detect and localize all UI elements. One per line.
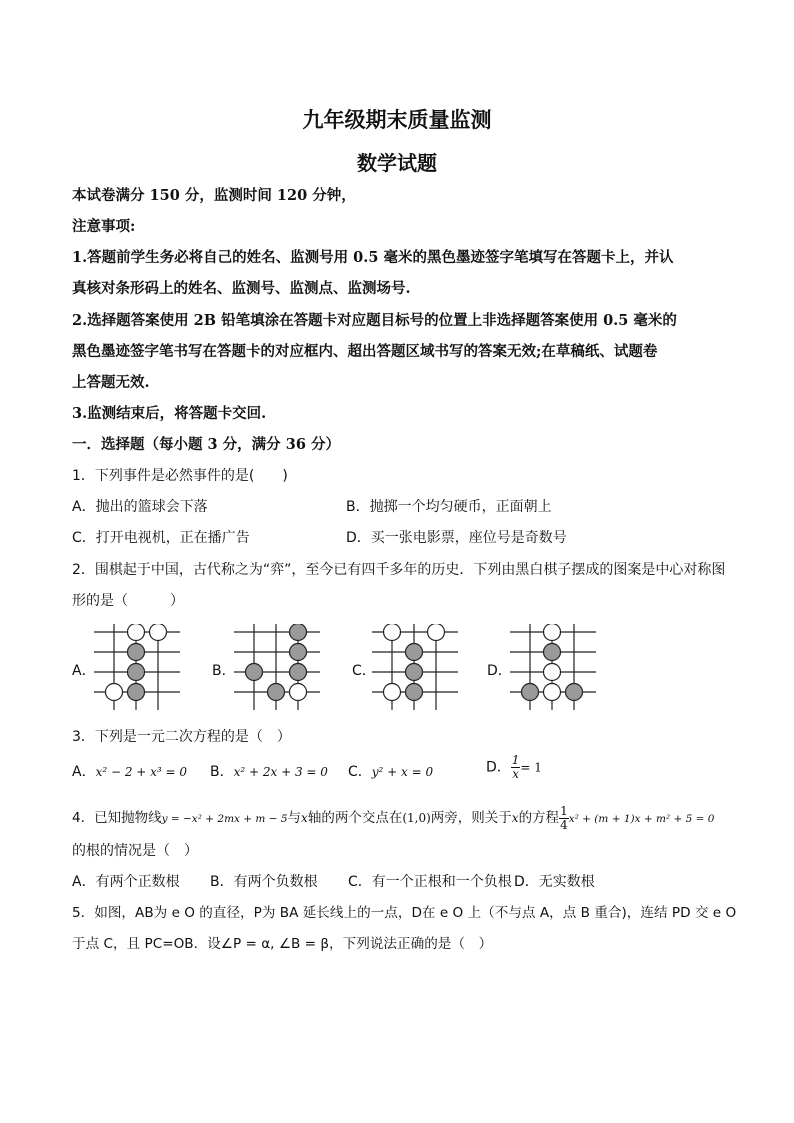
section-heading: 一．选择题（每小题 3 分，满分 36 分）	[72, 436, 340, 453]
black-stone	[128, 664, 145, 681]
black-stone	[128, 644, 145, 661]
q3-a-math: x² − 2 + x³ = 0	[95, 765, 188, 779]
white-stone	[544, 664, 561, 681]
q1-option-b: B．抛掷一个均匀硬币，正面朝上	[346, 499, 552, 515]
go-board-d	[508, 624, 598, 710]
white-stone	[384, 624, 401, 641]
q4-mid1: 与	[287, 810, 302, 826]
white-stone	[150, 624, 167, 641]
q1-option-d: D．买一张电影票，座位号是奇数号	[346, 530, 567, 546]
q4-option-a: A．有两个正数根	[72, 874, 180, 890]
black-stone	[290, 644, 307, 661]
note-2b: 黑色墨迹签字笔书写在答题卡的对应框内、超出答题区域书写的答案无效;在草稿纸、试题卷	[72, 343, 658, 360]
q4-x: x	[301, 811, 308, 825]
q2-label-a: A．	[72, 663, 96, 679]
note-2c: 上答题无效.	[72, 374, 150, 391]
q4-stem-a	[72, 805, 714, 832]
q4-fraction	[559, 805, 569, 832]
black-stone	[544, 644, 561, 661]
q4-point: (1,0)	[402, 811, 431, 825]
q3-b-math: x² + 2x + 3 = 0	[233, 765, 328, 779]
note-3: 3.监测结束后，将答题卡交回.	[72, 405, 267, 422]
go-board-c	[370, 624, 460, 710]
note-1b: 真核对条形码上的姓名、监测号、监测点、监测场号.	[72, 280, 411, 297]
q5-line-a: 5．如图，AB为 e O 的直径，P为 BA 延长线上的一点，D在 e O 上（不与点 A，点 B 重合)，连结 PD 交 e O	[72, 905, 737, 921]
go-board-b	[232, 624, 322, 710]
q3-d-num: 1	[511, 753, 520, 767]
exam-subtitle: 数学试题	[357, 151, 437, 175]
q3-option-a	[72, 762, 187, 782]
black-stone	[246, 664, 263, 681]
white-stone	[428, 624, 445, 641]
black-stone	[406, 644, 423, 661]
q4-frac-den: 4	[560, 818, 568, 832]
white-stone	[544, 684, 561, 701]
q3-option-b	[210, 762, 328, 782]
q5-line-b: 于点 C，且 PC=OB．设∠P = α, ∠B = β，下列说法正确的是（ ）	[72, 936, 493, 952]
white-stone	[128, 624, 145, 641]
black-stone	[406, 664, 423, 681]
black-stone	[522, 684, 539, 701]
q4-option-d: D．无实数根	[514, 874, 595, 890]
white-stone	[544, 624, 561, 641]
q4-frac-num: 1	[560, 804, 568, 818]
q3-c-math: y² + x = 0	[371, 765, 434, 779]
q3-d-den: x	[512, 767, 519, 781]
exam-title: 九年级期末质量监测	[302, 107, 492, 132]
white-stone	[106, 684, 123, 701]
q3-d-fraction	[511, 754, 521, 781]
black-stone	[128, 684, 145, 701]
q4-x2: x	[511, 811, 519, 825]
q3-d-rest: = 1	[520, 760, 542, 775]
q2-stem-b: 形的是（ ）	[72, 593, 184, 609]
q4-parabola: y = −x² + 2mx + m − 5	[161, 813, 288, 825]
intro-line: 本试卷满分 150 分，监测时间 120 分钟，	[72, 187, 356, 204]
q1-stem: 1．下列事件是必然事件的是( )	[72, 468, 288, 484]
q4-stem-b: 的根的情况是（ ）	[72, 843, 198, 859]
q4-mid2: 轴的两个交点在	[307, 810, 403, 826]
notice-title: 注意事项:	[72, 218, 136, 235]
black-stone	[290, 624, 307, 641]
white-stone	[384, 684, 401, 701]
black-stone	[566, 684, 583, 701]
q4-mid4: 的方程	[518, 810, 560, 826]
q2-label-c: C．	[352, 663, 376, 679]
q3-b-label: B．	[210, 764, 234, 780]
black-stone	[290, 664, 307, 681]
q4-mid3: 两旁，则关于	[430, 810, 512, 826]
go-board-a	[92, 624, 182, 710]
q1-option-c: C．打开电视机，正在播广告	[72, 530, 250, 546]
q4-pre: 4．已知抛物线	[72, 810, 162, 826]
q4-equation: x² + (m + 1)x + m² + 5 = 0	[568, 813, 715, 825]
q3-c-label: C．	[348, 764, 372, 780]
q3-stem: 3．下列是一元二次方程的是（ ）	[72, 729, 291, 745]
black-stone	[268, 684, 285, 701]
note-2a: 2.选择题答案使用 2B 铅笔填涂在答题卡对应题目标号的位置上非选择题答案使用 0.5 毫米的	[72, 312, 677, 329]
q4-option-c: C．有一个正根和一个负根	[348, 874, 512, 890]
q2-stem-a: 2．围棋起于中国，古代称之为“弈”，至今已有四千多年的历史．下列由黑白棋子摆成的图案是中心对称图	[72, 562, 726, 578]
black-stone	[406, 684, 423, 701]
white-stone	[290, 684, 307, 701]
q3-option-c	[348, 762, 433, 782]
q3-option-d	[486, 754, 542, 781]
q1-option-a: A．抛出的篮球会下落	[72, 499, 208, 515]
q2-label-b: B．	[212, 663, 236, 679]
q2-label-d: D．	[487, 663, 512, 679]
q3-a-label: A．	[72, 764, 96, 780]
note-1a: 1.答题前学生务必将自己的姓名、监测号用 0.5 毫米的黑色墨迹签字笔填写在答题卡上，并认	[72, 249, 674, 266]
q4-option-b: B．有两个负数根	[210, 874, 318, 890]
q3-d-label: D．	[486, 759, 511, 776]
